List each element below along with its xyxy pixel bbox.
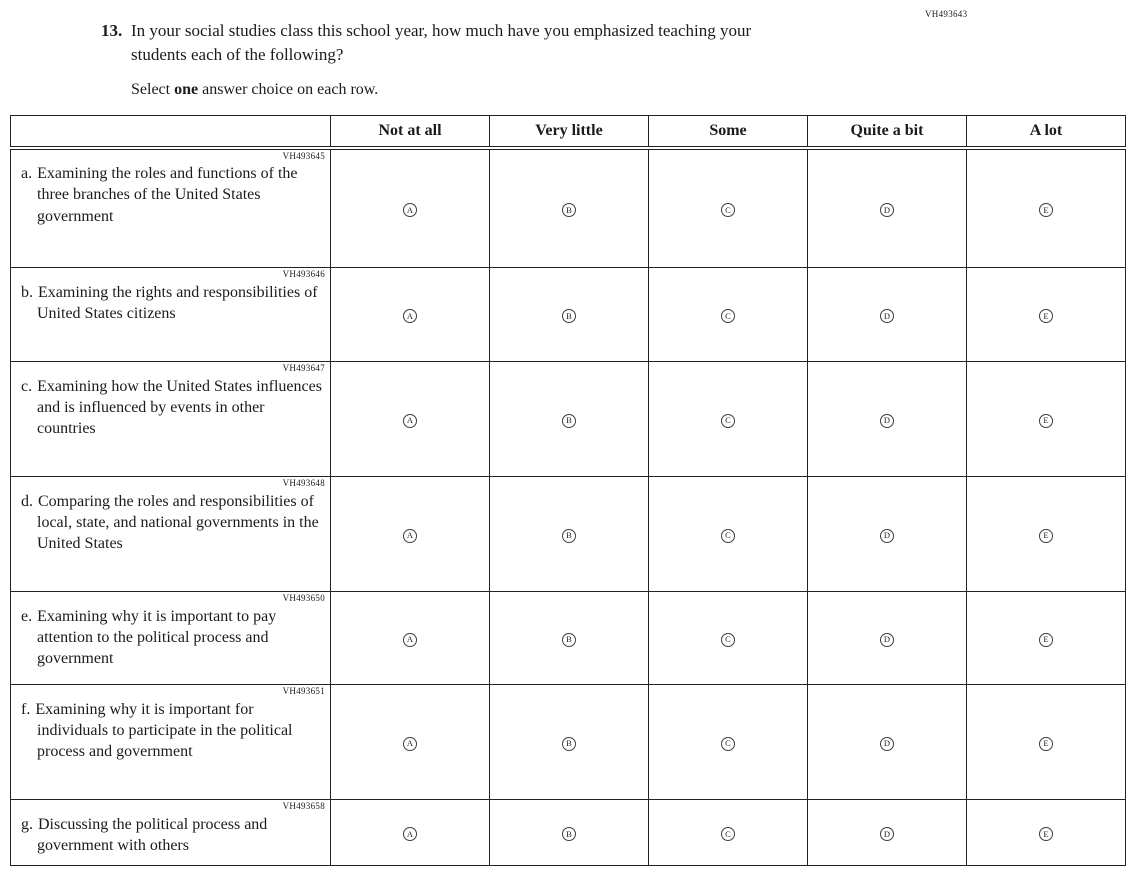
- answer-bubble-e[interactable]: E: [1039, 414, 1053, 428]
- row-item-label: Discussing the political process and government with others: [37, 815, 268, 854]
- answer-bubble-d[interactable]: D: [880, 827, 894, 841]
- answer-cell: [331, 148, 490, 268]
- row-item-code: VH493658: [282, 801, 325, 812]
- item-cell: [11, 477, 331, 592]
- row-item-letter: f.: [21, 700, 31, 718]
- answer-bubble-e[interactable]: E: [1039, 633, 1053, 647]
- answer-cell: [967, 800, 1126, 866]
- table-row-d: [11, 477, 1126, 592]
- answer-bubble-c[interactable]: C: [721, 309, 735, 323]
- answer-bubble-e[interactable]: E: [1039, 203, 1053, 217]
- item-cell: [11, 685, 331, 800]
- row-item-letter: b.: [21, 283, 33, 301]
- answer-cell: [490, 685, 649, 800]
- item-cell: [11, 148, 331, 268]
- table-row-a: [11, 148, 1126, 268]
- question-instruction: [131, 81, 1135, 99]
- answer-cell: [808, 362, 967, 477]
- answer-cell: [808, 477, 967, 592]
- table-row-e: [11, 592, 1126, 685]
- answer-bubble-b[interactable]: B: [562, 633, 576, 647]
- answer-cell: [490, 268, 649, 362]
- answer-bubble-b[interactable]: B: [562, 827, 576, 841]
- item-cell: [11, 592, 331, 685]
- answer-cell: [649, 685, 808, 800]
- answer-bubble-e[interactable]: E: [1039, 529, 1053, 543]
- answer-cell: [967, 477, 1126, 592]
- answer-bubble-d[interactable]: D: [880, 203, 894, 217]
- item-cell: [11, 800, 331, 866]
- column-header-not-at-all: Not at all: [331, 116, 490, 148]
- answer-cell: [649, 800, 808, 866]
- row-item-label: Examining how the United States influences and is influenced by events in other countries: [37, 377, 322, 438]
- row-item-letter: e.: [21, 607, 33, 625]
- answer-cell: [490, 800, 649, 866]
- answer-bubble-c[interactable]: C: [721, 414, 735, 428]
- answer-bubble-c[interactable]: C: [721, 203, 735, 217]
- column-header-some: Some: [649, 116, 808, 148]
- answer-cell: [649, 592, 808, 685]
- row-item-letter: g.: [21, 815, 33, 833]
- answer-bubble-e[interactable]: E: [1039, 827, 1053, 841]
- table-row-f: [11, 685, 1126, 800]
- answer-cell: [649, 268, 808, 362]
- answer-bubble-c[interactable]: C: [721, 737, 735, 751]
- answer-cell: [967, 685, 1126, 800]
- answer-cell: [649, 362, 808, 477]
- answer-bubble-c[interactable]: C: [721, 827, 735, 841]
- answer-bubble-d[interactable]: D: [880, 414, 894, 428]
- row-item-text: [16, 699, 326, 763]
- question-number: 13.: [101, 21, 123, 40]
- form-code: VH493643: [925, 9, 968, 19]
- row-item-letter: c.: [21, 377, 33, 395]
- row-item-label: Examining why it is important for individuals to participate in the political process and government: [35, 700, 293, 761]
- answer-cell: [331, 592, 490, 685]
- answer-bubble-c[interactable]: C: [721, 633, 735, 647]
- answer-cell: [490, 477, 649, 592]
- answer-bubble-b[interactable]: B: [562, 529, 576, 543]
- table-row-c: [11, 362, 1126, 477]
- answer-matrix-table: [10, 115, 1126, 866]
- column-header-a-lot: A lot: [967, 116, 1126, 148]
- instruction-bold-word: one: [174, 81, 199, 99]
- answer-bubble-e[interactable]: E: [1039, 309, 1053, 323]
- row-item-label: Comparing the roles and responsibilities of local, state, and national governments in the United States: [37, 492, 319, 553]
- answer-bubble-d[interactable]: D: [880, 309, 894, 323]
- answer-cell: [331, 685, 490, 800]
- row-item-code: VH493648: [282, 478, 325, 489]
- answer-cell: [808, 800, 967, 866]
- answer-bubble-b[interactable]: B: [562, 309, 576, 323]
- row-item-label: Examining the rights and responsibilities of United States citizens: [37, 283, 318, 322]
- answer-bubble-d[interactable]: D: [880, 737, 894, 751]
- item-cell: [11, 268, 331, 362]
- header-row: [11, 116, 1126, 148]
- answer-bubble-a[interactable]: A: [403, 203, 417, 217]
- answer-cell: [967, 592, 1126, 685]
- answer-cell: [331, 800, 490, 866]
- answer-cell: [967, 362, 1126, 477]
- row-item-text: [16, 282, 326, 325]
- column-header-quite-a-bit: Quite a bit: [808, 116, 967, 148]
- row-item-text: [16, 163, 326, 227]
- answer-cell: [490, 362, 649, 477]
- row-item-letter: d.: [21, 492, 33, 510]
- row-item-text: [16, 606, 326, 670]
- answer-bubble-a[interactable]: A: [403, 414, 417, 428]
- answer-cell: [967, 148, 1126, 268]
- answer-cell: [808, 268, 967, 362]
- row-item-label: Examining the roles and functions of the three branches of the United States government: [37, 165, 298, 225]
- item-cell: [11, 362, 331, 477]
- answer-cell: [490, 592, 649, 685]
- answer-cell: [808, 592, 967, 685]
- question-text: In your social studies class this school year, how much have you emphasized teaching your students each of the following?: [131, 21, 752, 65]
- row-item-text: [16, 814, 326, 857]
- row-item-text: [16, 491, 326, 555]
- answer-bubble-b[interactable]: B: [562, 203, 576, 217]
- answer-cell: [808, 685, 967, 800]
- answer-cell: [808, 148, 967, 268]
- answer-bubble-a[interactable]: A: [403, 529, 417, 543]
- answer-bubble-a[interactable]: A: [403, 827, 417, 841]
- answer-bubble-a[interactable]: A: [403, 633, 417, 647]
- answer-bubble-a[interactable]: A: [403, 309, 417, 323]
- row-item-code: VH493650: [282, 593, 325, 604]
- answer-cell: [331, 477, 490, 592]
- answer-bubble-d[interactable]: D: [880, 633, 894, 647]
- item-column-header: [11, 116, 331, 148]
- answer-bubble-a[interactable]: A: [403, 737, 417, 751]
- answer-cell: [967, 268, 1126, 362]
- table-row-g: [11, 800, 1126, 866]
- row-item-code: VH493651: [282, 686, 325, 697]
- row-item-letter: a.: [21, 165, 33, 182]
- row-item-code: VH493647: [282, 363, 325, 374]
- answer-cell: [331, 268, 490, 362]
- column-header-very-little: Very little: [490, 116, 649, 148]
- instruction-suffix: answer choice on each row.: [198, 81, 379, 99]
- row-item-text: [16, 376, 326, 440]
- answer-bubble-b[interactable]: B: [562, 737, 576, 751]
- answer-bubble-d[interactable]: D: [880, 529, 894, 543]
- answer-bubble-b[interactable]: B: [562, 414, 576, 428]
- answer-bubble-e[interactable]: E: [1039, 737, 1053, 751]
- instruction-prefix: Select: [131, 81, 175, 99]
- row-item-code: VH493646: [282, 269, 325, 280]
- answer-cell: [649, 148, 808, 268]
- answer-bubble-c[interactable]: C: [721, 529, 735, 543]
- answer-cell: [649, 477, 808, 592]
- answer-cell: [490, 148, 649, 268]
- row-item-label: Examining why it is important to pay attention to the political process and government: [37, 607, 277, 668]
- table-row-b: [11, 268, 1126, 362]
- row-item-code: VH493645: [282, 150, 325, 161]
- answer-cell: [331, 362, 490, 477]
